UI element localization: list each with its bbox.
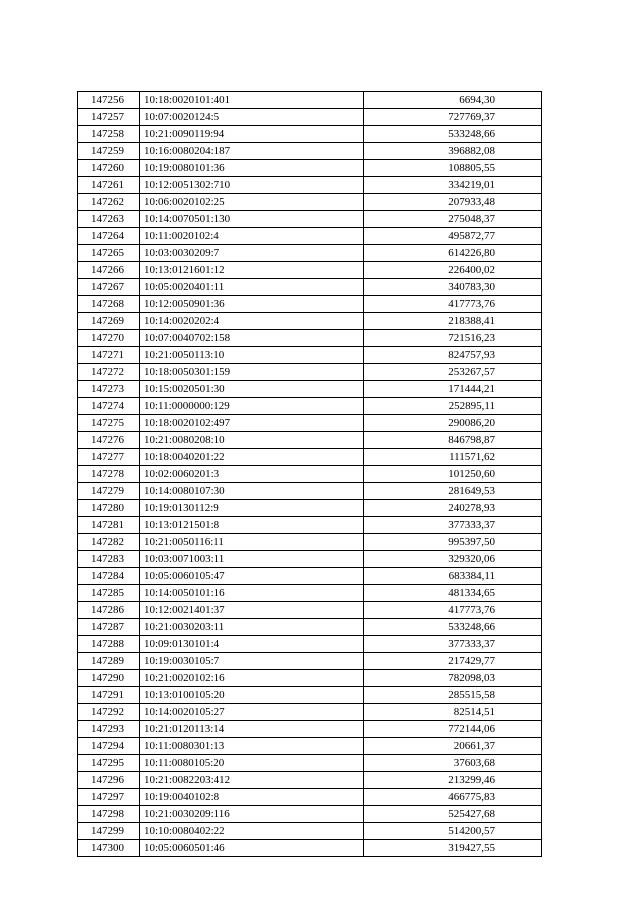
- cadastral-number-cell: 10:07:0040702:158: [140, 330, 364, 347]
- row-number-cell: 147259: [78, 143, 140, 160]
- table-row: [78, 109, 542, 126]
- cadastral-number-cell: 10:12:0051302:710: [140, 177, 364, 194]
- row-number-cell: 147287: [78, 619, 140, 636]
- table-row: [78, 211, 542, 228]
- cadastral-number-cell: 10:19:0030105:7: [140, 653, 364, 670]
- value-cell: 466775,83: [364, 789, 542, 806]
- cadastral-number-cell: 10:18:0050301:159: [140, 364, 364, 381]
- table-row: [78, 92, 542, 109]
- table-row: [78, 806, 542, 823]
- row-number-cell: 147288: [78, 636, 140, 653]
- cadastral-number-cell: 10:13:0100105:20: [140, 687, 364, 704]
- cadastral-number-cell: 10:09:0130101:4: [140, 636, 364, 653]
- table-row: [78, 517, 542, 534]
- value-cell: 377333,37: [364, 636, 542, 653]
- table-row: [78, 602, 542, 619]
- row-number-cell: 147289: [78, 653, 140, 670]
- table-row: [78, 262, 542, 279]
- cadastral-number-cell: 10:14:0070501:130: [140, 211, 364, 228]
- value-cell: 319427,55: [364, 840, 542, 857]
- table-row: [78, 313, 542, 330]
- row-number-cell: 147258: [78, 126, 140, 143]
- table-row: [78, 619, 542, 636]
- value-cell: 20661,37: [364, 738, 542, 755]
- table-row: [78, 415, 542, 432]
- value-cell: 6694,30: [364, 92, 542, 109]
- row-number-cell: 147299: [78, 823, 140, 840]
- cadastral-number-cell: 10:21:0080208:10: [140, 432, 364, 449]
- table-row: [78, 534, 542, 551]
- row-number-cell: 147284: [78, 568, 140, 585]
- cadastral-number-cell: 10:05:0060501:46: [140, 840, 364, 857]
- cadastral-number-cell: 10:18:0020101:401: [140, 92, 364, 109]
- row-number-cell: 147261: [78, 177, 140, 194]
- value-cell: 396882,08: [364, 143, 542, 160]
- value-cell: 290086,20: [364, 415, 542, 432]
- cadastral-number-cell: 10:21:0090119:94: [140, 126, 364, 143]
- cadastral-number-cell: 10:21:0120113:14: [140, 721, 364, 738]
- value-cell: 995397,50: [364, 534, 542, 551]
- row-number-cell: 147282: [78, 534, 140, 551]
- row-number-cell: 147262: [78, 194, 140, 211]
- cadastral-number-cell: 10:11:0000000:129: [140, 398, 364, 415]
- value-cell: 253267,57: [364, 364, 542, 381]
- row-number-cell: 147281: [78, 517, 140, 534]
- row-number-cell: 147269: [78, 313, 140, 330]
- table-row: [78, 364, 542, 381]
- table-row: [78, 772, 542, 789]
- row-number-cell: 147266: [78, 262, 140, 279]
- table-body: [78, 92, 542, 857]
- cadastral-number-cell: 10:12:0050901:36: [140, 296, 364, 313]
- cadastral-number-cell: 10:14:0080107:30: [140, 483, 364, 500]
- value-cell: 533248,66: [364, 619, 542, 636]
- value-cell: 514200,57: [364, 823, 542, 840]
- row-number-cell: 147264: [78, 228, 140, 245]
- row-number-cell: 147292: [78, 704, 140, 721]
- table-row: [78, 160, 542, 177]
- table-row: [78, 500, 542, 517]
- cadastral-number-cell: 10:21:0030203:11: [140, 619, 364, 636]
- table-row: [78, 381, 542, 398]
- row-number-cell: 147286: [78, 602, 140, 619]
- value-cell: 721516,23: [364, 330, 542, 347]
- row-number-cell: 147265: [78, 245, 140, 262]
- table-row: [78, 126, 542, 143]
- cadastral-number-cell: 10:03:0071003:11: [140, 551, 364, 568]
- row-number-cell: 147293: [78, 721, 140, 738]
- cadastral-number-cell: 10:15:0020501:30: [140, 381, 364, 398]
- cadastral-number-cell: 10:05:0020401:11: [140, 279, 364, 296]
- table-row: [78, 840, 542, 857]
- value-cell: 417773,76: [364, 602, 542, 619]
- cadastral-number-cell: 10:03:0030209:7: [140, 245, 364, 262]
- value-cell: 495872,77: [364, 228, 542, 245]
- cadastral-number-cell: 10:16:0080204:187: [140, 143, 364, 160]
- row-number-cell: 147256: [78, 92, 140, 109]
- row-number-cell: 147274: [78, 398, 140, 415]
- cadastral-number-cell: 10:14:0050101:16: [140, 585, 364, 602]
- row-number-cell: 147294: [78, 738, 140, 755]
- value-cell: 417773,76: [364, 296, 542, 313]
- row-number-cell: 147279: [78, 483, 140, 500]
- table-row: [78, 143, 542, 160]
- cadastral-number-cell: 10:18:0020102:497: [140, 415, 364, 432]
- value-cell: 281649,53: [364, 483, 542, 500]
- cadastral-number-cell: 10:14:0020202:4: [140, 313, 364, 330]
- value-cell: 614226,80: [364, 245, 542, 262]
- cadastral-number-cell: 10:11:0080105:20: [140, 755, 364, 772]
- cadastral-number-cell: 10:10:0080402:22: [140, 823, 364, 840]
- cadastral-number-cell: 10:21:0020102:16: [140, 670, 364, 687]
- table-row: [78, 398, 542, 415]
- value-cell: 82514,51: [364, 704, 542, 721]
- value-cell: 37603,68: [364, 755, 542, 772]
- cadastral-number-cell: 10:13:0121501:8: [140, 517, 364, 534]
- cadastral-number-cell: 10:19:0040102:8: [140, 789, 364, 806]
- table-row: [78, 721, 542, 738]
- cadastral-number-cell: 10:13:0121601:12: [140, 262, 364, 279]
- table-row: [78, 194, 542, 211]
- table-row: [78, 789, 542, 806]
- row-number-cell: 147272: [78, 364, 140, 381]
- row-number-cell: 147276: [78, 432, 140, 449]
- cadastral-number-cell: 10:11:0080301:13: [140, 738, 364, 755]
- row-number-cell: 147295: [78, 755, 140, 772]
- table-row: [78, 670, 542, 687]
- table-row: [78, 279, 542, 296]
- value-cell: 727769,37: [364, 109, 542, 126]
- value-cell: 824757,93: [364, 347, 542, 364]
- value-cell: 101250,60: [364, 466, 542, 483]
- value-cell: 207933,48: [364, 194, 542, 211]
- cadastral-number-cell: 10:06:0020102:25: [140, 194, 364, 211]
- cadastral-number-cell: 10:19:0080101:36: [140, 160, 364, 177]
- value-cell: 108805,55: [364, 160, 542, 177]
- table-row: [78, 585, 542, 602]
- value-cell: 846798,87: [364, 432, 542, 449]
- row-number-cell: 147270: [78, 330, 140, 347]
- table-row: [78, 449, 542, 466]
- row-number-cell: 147277: [78, 449, 140, 466]
- cadastral-number-cell: 10:19:0130112:9: [140, 500, 364, 517]
- cadastral-number-cell: 10:14:0020105:27: [140, 704, 364, 721]
- table-row: [78, 245, 542, 262]
- value-cell: 334219,01: [364, 177, 542, 194]
- value-cell: 226400,02: [364, 262, 542, 279]
- row-number-cell: 147291: [78, 687, 140, 704]
- row-number-cell: 147296: [78, 772, 140, 789]
- value-cell: 213299,46: [364, 772, 542, 789]
- row-number-cell: 147280: [78, 500, 140, 517]
- cadastral-number-cell: 10:18:0040201:22: [140, 449, 364, 466]
- row-number-cell: 147283: [78, 551, 140, 568]
- row-number-cell: 147278: [78, 466, 140, 483]
- table-row: [78, 636, 542, 653]
- table-row: [78, 347, 542, 364]
- table-row: [78, 228, 542, 245]
- cadastral-number-cell: 10:21:0030209:116: [140, 806, 364, 823]
- table-row: [78, 432, 542, 449]
- value-cell: 683384,11: [364, 568, 542, 585]
- cadastral-number-cell: 10:21:0082203:412: [140, 772, 364, 789]
- table-row: [78, 330, 542, 347]
- row-number-cell: 147260: [78, 160, 140, 177]
- value-cell: 782098,03: [364, 670, 542, 687]
- row-number-cell: 147267: [78, 279, 140, 296]
- value-cell: 252895,11: [364, 398, 542, 415]
- row-number-cell: 147273: [78, 381, 140, 398]
- cadastral-number-cell: 10:05:0060105:47: [140, 568, 364, 585]
- value-cell: 533248,66: [364, 126, 542, 143]
- cadastral-number-cell: 10:21:0050113:10: [140, 347, 364, 364]
- table-row: [78, 823, 542, 840]
- value-cell: 275048,37: [364, 211, 542, 228]
- table-row: [78, 177, 542, 194]
- row-number-cell: 147263: [78, 211, 140, 228]
- table-row: [78, 568, 542, 585]
- row-number-cell: 147297: [78, 789, 140, 806]
- table-row: [78, 483, 542, 500]
- row-number-cell: 147257: [78, 109, 140, 126]
- row-number-cell: 147275: [78, 415, 140, 432]
- value-cell: 285515,58: [364, 687, 542, 704]
- cadastral-number-cell: 10:02:0060201:3: [140, 466, 364, 483]
- value-cell: 218388,41: [364, 313, 542, 330]
- value-cell: 481334,65: [364, 585, 542, 602]
- table-row: [78, 738, 542, 755]
- row-number-cell: 147271: [78, 347, 140, 364]
- cadastral-number-cell: 10:21:0050116:11: [140, 534, 364, 551]
- value-cell: 329320,06: [364, 551, 542, 568]
- value-cell: 240278,93: [364, 500, 542, 517]
- value-cell: 171444,21: [364, 381, 542, 398]
- value-cell: 111571,62: [364, 449, 542, 466]
- value-cell: 340783,30: [364, 279, 542, 296]
- row-number-cell: 147290: [78, 670, 140, 687]
- table-row: [78, 704, 542, 721]
- table-row: [78, 755, 542, 772]
- table-row: [78, 687, 542, 704]
- table-row: [78, 653, 542, 670]
- cadastral-number-cell: 10:12:0021401:37: [140, 602, 364, 619]
- value-cell: 525427,68: [364, 806, 542, 823]
- row-number-cell: 147285: [78, 585, 140, 602]
- table-row: [78, 551, 542, 568]
- value-cell: 772144,06: [364, 721, 542, 738]
- row-number-cell: 147300: [78, 840, 140, 857]
- cadastral-number-cell: 10:07:0020124:5: [140, 109, 364, 126]
- data-table: [77, 91, 542, 857]
- value-cell: 377333,37: [364, 517, 542, 534]
- value-cell: 217429,77: [364, 653, 542, 670]
- row-number-cell: 147298: [78, 806, 140, 823]
- row-number-cell: 147268: [78, 296, 140, 313]
- table-row: [78, 466, 542, 483]
- cadastral-number-cell: 10:11:0020102:4: [140, 228, 364, 245]
- table-row: [78, 296, 542, 313]
